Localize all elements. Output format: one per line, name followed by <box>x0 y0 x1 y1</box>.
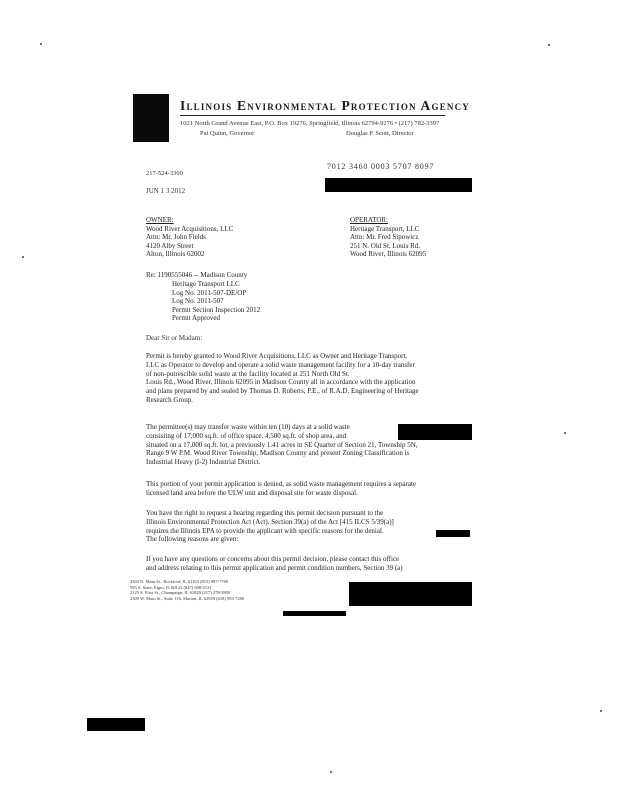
owner-line: Alton, Illinois 62002 <box>146 250 205 259</box>
agency-name: Illinois Environmental Protection Agency <box>180 98 470 113</box>
paragraph-line: and plans prepared by and sealed by Thomas D. Roberts, P.E., of R.A.D. Engineering of Heritage <box>146 387 419 396</box>
scan-speck <box>40 43 42 45</box>
operator-line: Attn: Mr. Fred Sipowicz <box>350 233 419 242</box>
paragraph-line: Permit is hereby granted to Wood River Acquisitions, LLC as Owner and Heritage Transport, <box>146 352 408 360</box>
paragraph-line: consisting of 17,000 sq.ft. of office space, 4,500 sq.ft. of shop area, and <box>146 431 347 440</box>
owner-heading: OWNER: <box>146 216 174 224</box>
agency-logo <box>133 94 169 142</box>
paragraph-denial <box>146 480 416 498</box>
paragraph-transfer <box>146 423 418 467</box>
reference-detail: Log No. 2011-507 <box>172 297 224 306</box>
paragraph-line: LLC as Operator to develop and operate a solid waste management facility for a 10-day transfer <box>146 360 415 369</box>
paragraph-questions <box>146 555 403 573</box>
regional-offices-footer <box>130 579 244 601</box>
scan-speck <box>600 710 602 712</box>
owner-line: Wood River Acquisitions, LLC <box>146 224 234 233</box>
footer-line: 595 S. State, Elgin, IL 60123 (847) 608-3131 <box>130 584 212 590</box>
paragraph-line: You have the right to request a hearing regarding this permit decision pursuant to the <box>146 509 384 517</box>
paragraph-hearing-rights <box>146 509 394 544</box>
paragraph-line: This portion of your permit application is denied, as solid waste management requires a separate <box>146 480 417 488</box>
paragraph-line: Range 9 W P.M. Wood River Township, Madison County and present Zoning Classification is <box>146 449 410 458</box>
owner-address-block <box>146 216 233 259</box>
operator-address-block <box>350 216 426 259</box>
salutation: Dear Sir or Madam: <box>146 334 203 342</box>
footer-line: 2309 W. Main St., Suite 116, Marion, IL 62959 (618) 993-7200 <box>130 595 245 601</box>
letter-date: JUN 1 3 2012 <box>146 187 186 195</box>
paragraph-line: The following reasons are given: <box>146 535 239 544</box>
operator-line: Heritage Transport, LLC <box>350 224 420 233</box>
reference-detail: Log No. 2011-507-DE/OP <box>172 288 247 297</box>
operator-heading: OPERATOR: <box>350 216 388 224</box>
reference-line: Re: 1190555046 -- Madison County <box>146 271 248 279</box>
reference-detail: Permit Section Inspection 2012 <box>172 305 261 314</box>
paragraph-line: licensed land area before the ULW unit and disposal site for waste disposal. <box>146 488 358 497</box>
letterhead-address: 1021 North Grand Avenue East, P.O. Box 19276, Springfield, Illinois 62794-9276 • (217) 782-3397 <box>180 120 440 127</box>
footer-line: 4302 N. Main St., Rockford, IL 61103 (815) 987-7760 <box>130 579 229 584</box>
operator-line: Wood River, Illinois 62095 <box>350 250 427 259</box>
redaction-block <box>436 530 470 537</box>
certified-mail-number: 7012 3460 0003 5707 8097 <box>327 162 435 171</box>
paragraph-line: requires the Illinois EPA to provide the applicant with specific reasons for the denial. <box>146 526 384 535</box>
paragraph-line: of non-putrescible solid waste at the facility located at 251 North Old St. <box>146 369 350 378</box>
redaction-block <box>349 582 472 606</box>
footer-line: 2125 S. First St., Champaign, IL 61820 (217) 278-5800 <box>130 590 231 596</box>
paragraph-line: situated on a 17,000 sq.ft. lot, a previously 1.41 acres in SE Quarter of Section 21, Township 5N, <box>146 440 418 449</box>
phone-number: 217-524-3300 <box>146 170 183 177</box>
redaction-block <box>87 718 145 731</box>
scan-speck <box>564 432 566 434</box>
reference-detail: Permit Approved <box>172 314 221 323</box>
governor-line: Pat Quinn, Governor <box>200 130 255 137</box>
reference-detail: Heritage Transport LLC <box>172 280 240 288</box>
redaction-block <box>325 178 472 192</box>
director-line: Douglas P. Scott, Director <box>346 130 414 137</box>
scan-speck <box>22 256 24 258</box>
paragraph-line: Illinois Environmental Protection Act (Act). Section 39(a) of the Act [415 ILCS 5/39(a)] <box>146 517 394 526</box>
operator-line: 251 N. Old St. Louis Rd. <box>350 241 421 250</box>
owner-line: Attn: Mr. John Fields <box>146 233 206 242</box>
letterhead-rule <box>180 115 445 116</box>
paragraph-line: If you have any questions or concerns about this permit decision, please contact this office <box>146 555 400 563</box>
redaction-block <box>283 611 346 616</box>
paragraph-line: Industrial Heavy (I-2) Industrial District. <box>146 458 261 467</box>
redaction-block <box>398 424 472 440</box>
owner-line: 4120 Alby Street <box>146 241 194 250</box>
scan-speck <box>330 771 332 773</box>
paragraph-line: Research Group. <box>146 395 194 404</box>
reference-details <box>172 280 260 323</box>
paragraph-line: Louis Rd., Wood River, Illinois 62095 in Madison County all in accordance with the application <box>146 378 416 387</box>
paragraph-line: and address relating to this permit application and permit condition numbers, Section 39 (a) <box>146 563 403 572</box>
paragraph-permit-grant <box>146 352 419 405</box>
paragraph-line: The permittee(s) may transfer waste within ten (10) days at a solid waste <box>146 423 350 431</box>
scan-speck <box>548 44 550 46</box>
